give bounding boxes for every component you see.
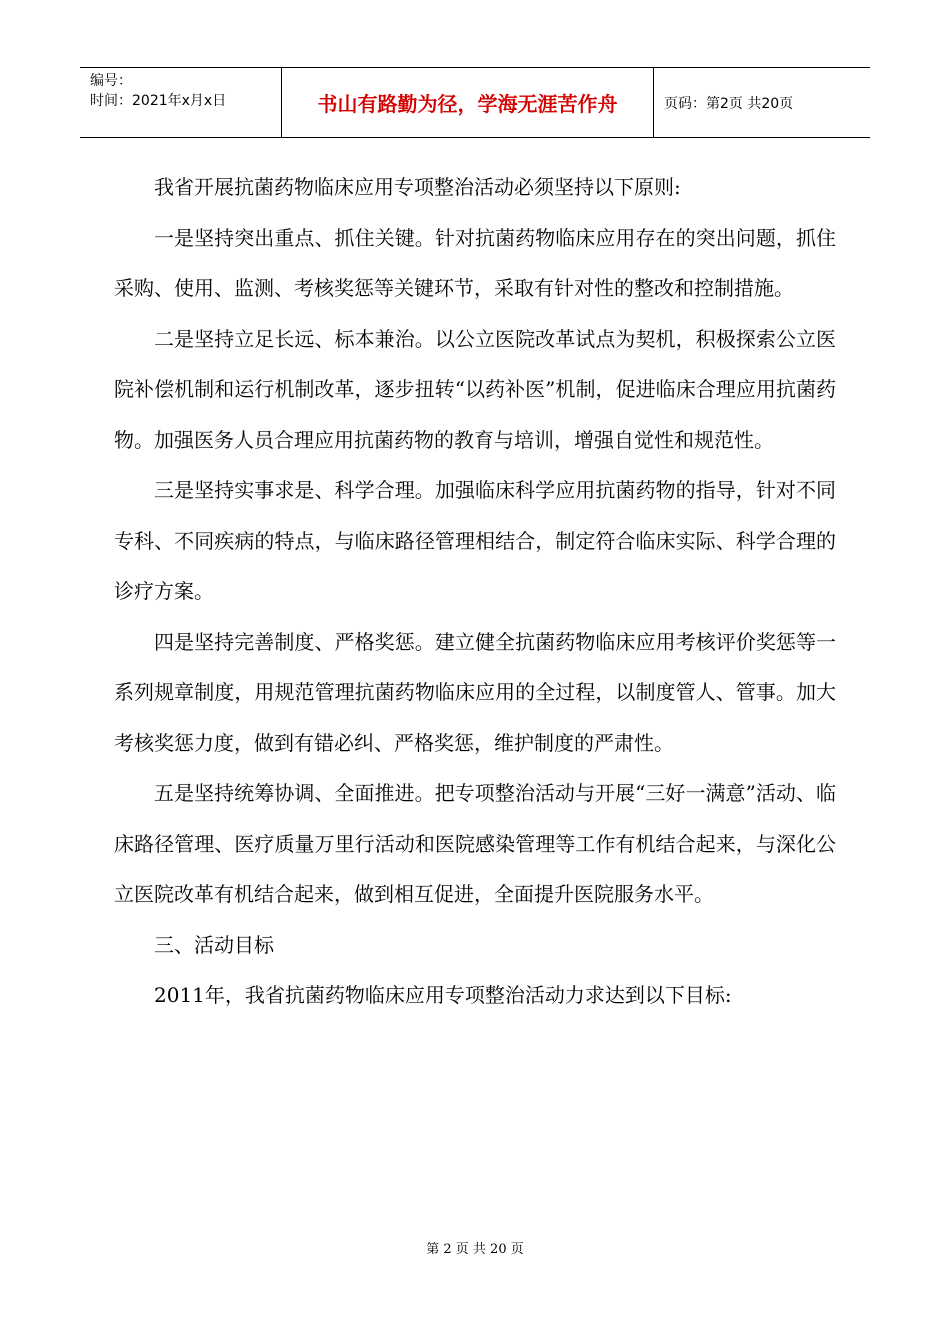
paragraph-principle-1: 一是坚持突出重点、抓住关键。针对抗菌药物临床应用存在的突出问题，抓住采购、使用、监测、考核奖惩等关键环节，采取有针对性的整改和控制措施。 <box>114 225 836 300</box>
paragraph-principle-5: 五是坚持统筹协调、全面推进。把专项整治活动与开展“三好一满意”活动、临床路径管理、医疗质量万里行活动和医院感染管理等工作有机结合起来，与深化公立医院改革有机结合起来，做到相互促进，全面提升医院服务水平。 <box>114 781 836 906</box>
document-number-label: 编号： <box>90 73 132 89</box>
document-body <box>114 162 836 1021</box>
paragraph-principle-3: 三是坚持实事求是、科学合理。加强临床科学应用抗菌药物的指导，针对不同专科、不同疾病的特点，与临床路径管理相结合，制定符合临床实际、科学合理的诊疗方案。 <box>114 478 836 603</box>
paragraph-principle-4: 四是坚持完善制度、严格奖惩。建立健全抗菌药物临床应用考核评价奖惩等一系列规章制度，用规范管理抗菌药物临床应用的全过程，以制度管人、管事。加大考核奖惩力度，做到有错必纠、严格奖惩，维护制度的严肃性。 <box>114 629 836 755</box>
paragraph-goals-intro: 2011年，我省抗菌药物临床应用专项整治活动力求达到以下目标: <box>154 983 732 1007</box>
page-footer: 第 2 页 共 20 页 <box>426 1242 524 1257</box>
paragraph-intro: 我省开展抗菌药物临床应用专项整治活动必须坚持以下原则: <box>154 175 681 199</box>
header-slogan: 书山有路勤为径，学海无涯苦作舟 <box>282 68 654 137</box>
page-header <box>80 67 870 138</box>
header-meta <box>80 68 282 137</box>
document-time: 时间：2021年x月x日 <box>90 93 227 109</box>
section-heading: 三、活动目标 <box>154 932 274 957</box>
header-page-code: 页码：第2页 共20页 <box>664 95 794 112</box>
paragraph-principle-2: 二是坚持立足长远、标本兼治。以公立医院改革试点为契机，积极探索公立医院补偿机制和运行机制改革，逐步扭转“以药补医”机制，促进临床合理应用抗菌药物。加强医务人员合理应用抗菌药物的教育与培训，增强自觉性和规范性。 <box>114 326 836 452</box>
